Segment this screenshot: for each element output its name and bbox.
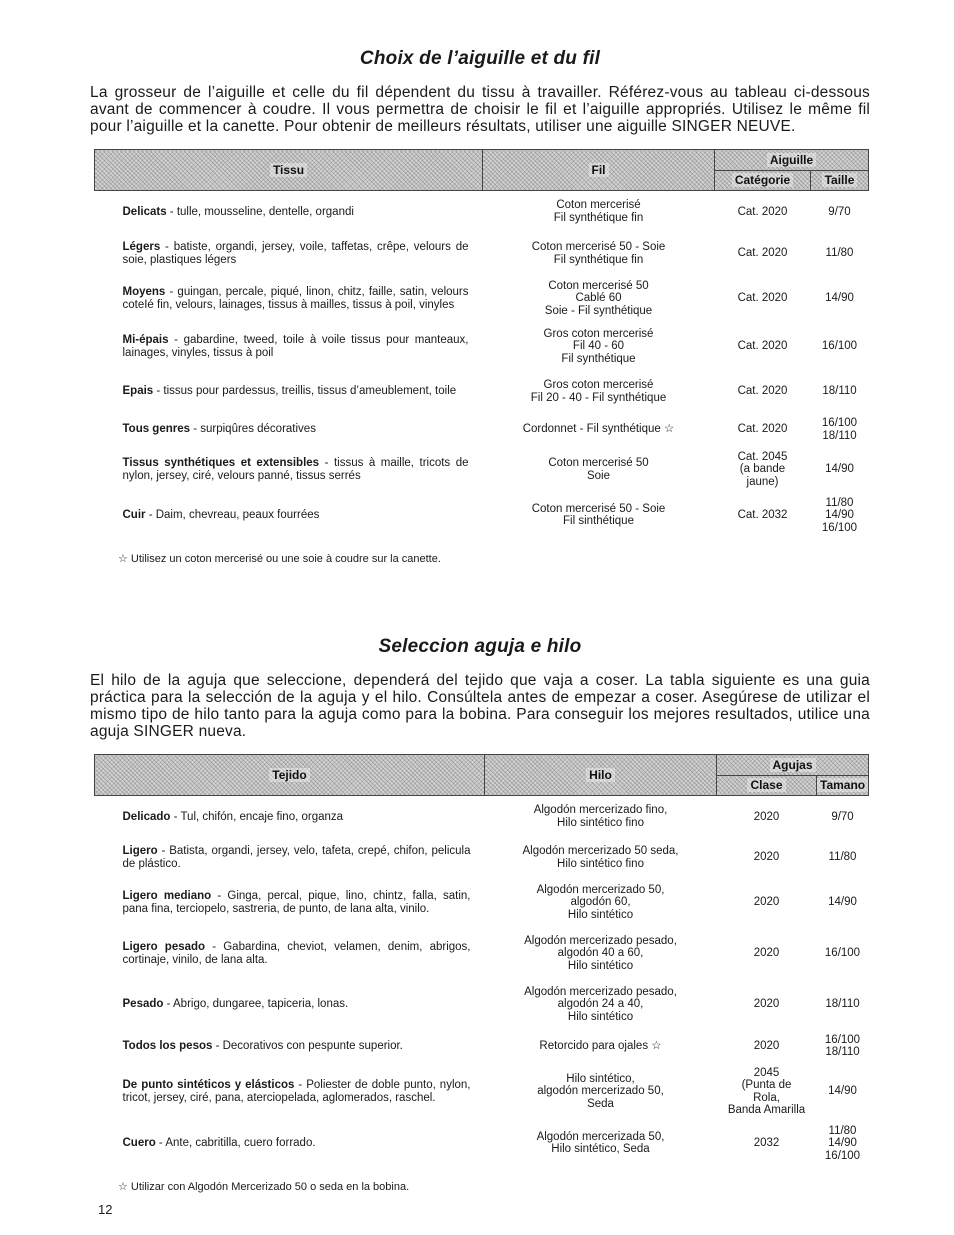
needle-size-cell: 16/100 18/110 bbox=[824, 1033, 861, 1058]
fabric-name: Ligero pesado bbox=[122, 941, 206, 953]
fabric-cell bbox=[95, 275, 483, 323]
thread-cell: Retorcido para ojales ☆ bbox=[539, 1039, 662, 1052]
needle-category-cell: 2020 bbox=[753, 851, 780, 864]
french-footnote: ☆ Utilisez un coton mercerisé ou une soie à coudre sur la canette. bbox=[118, 553, 441, 565]
table-row bbox=[95, 447, 869, 493]
fabric-name: Tous genres bbox=[122, 423, 191, 436]
table-row bbox=[95, 275, 869, 323]
needle-category-cell: 2032 bbox=[753, 1137, 780, 1149]
needle-category-cell: Cat. 2045 (a bande jaune) bbox=[737, 450, 788, 488]
fabric-description: - Abrigo, dungaree, tapiceria, lonas. bbox=[163, 998, 349, 1011]
french-section bbox=[90, 48, 870, 565]
spanish-table-body bbox=[95, 796, 869, 1167]
needle-category-cell: Cat. 2020 bbox=[737, 292, 788, 305]
needle-size-cell: 16/100 bbox=[824, 947, 861, 960]
table-row bbox=[95, 1063, 869, 1121]
needle-category-cell: Cat. 2032 bbox=[737, 509, 788, 521]
fabric-description: - tulle, mousseline, dentelle, organdi bbox=[166, 205, 354, 218]
needle-size-cell: 18/110 bbox=[825, 998, 860, 1011]
french-header-fabric: Tissu bbox=[95, 150, 483, 191]
spanish-header-size: Tamano bbox=[817, 775, 869, 796]
fabric-name: De punto sintéticos y elásticos bbox=[122, 1079, 295, 1091]
needle-category-cell: 2020 bbox=[753, 998, 780, 1011]
needle-category-cell: 2020 bbox=[753, 896, 780, 909]
thread-cell: Gros coton mercerisé Fil 40 - 60 Fil synthétique bbox=[543, 327, 654, 365]
fabric-cell bbox=[95, 980, 485, 1030]
fabric-cell bbox=[95, 1030, 485, 1063]
fabric-cell bbox=[95, 928, 485, 980]
thread-cell: Algodón mercerizado 50, algodón 60, Hilo sintético bbox=[536, 883, 665, 921]
fabric-name: Epais bbox=[122, 385, 154, 398]
thread-cell: Algodón mercerizado pesado, algodón 40 a 60, Hilo sintético bbox=[524, 934, 677, 972]
thread-cell: Coton mercerisé 50 Cablé 60 Soie - Fil synthétique bbox=[544, 279, 653, 317]
fabric-cell bbox=[95, 878, 485, 928]
table-row bbox=[95, 233, 869, 275]
fabric-description: - Ginga, percal, pique, lino, chintz, falla, satin, pana fina, terciopelo, sastreria, de punto, de lana alta, vinilo. bbox=[122, 890, 471, 915]
fabric-name: Mi-épais bbox=[122, 334, 169, 346]
fabric-cell bbox=[95, 233, 483, 275]
table-row bbox=[95, 413, 869, 447]
fabric-description: - Daim, chevreau, peaux fourrées bbox=[145, 509, 320, 521]
fabric-name: Delicats bbox=[122, 205, 167, 218]
needle-size-cell: 9/70 bbox=[831, 810, 854, 823]
fabric-cell bbox=[95, 838, 485, 878]
fabric-description: - Ante, cabritilla, cuero forrado. bbox=[155, 1137, 316, 1149]
french-header-thread: Fil bbox=[483, 150, 715, 191]
fabric-description: - Tul, chifón, encaje fino, organza bbox=[170, 810, 344, 823]
fabric-cell bbox=[95, 323, 483, 371]
thread-cell: Algodón mercerizado 50 seda, Hilo sintético fino bbox=[522, 845, 679, 870]
needle-size-cell: 9/70 bbox=[828, 205, 851, 218]
fabric-name: Delicado bbox=[122, 810, 171, 823]
fabric-description: - tissus pour pardessus, treillis, tissus d’ameublement, toile bbox=[153, 385, 457, 398]
fabric-cell bbox=[95, 796, 485, 838]
fabric-name: Cuir bbox=[122, 509, 146, 521]
needle-size-cell: 11/80 14/90 16/100 bbox=[824, 1124, 861, 1162]
fabric-description: - Batista, organdi, jersey, velo, tafeta, crepé, chifon, pelicula de plástico. bbox=[122, 845, 471, 870]
fabric-description: - batiste, organdi, jersey, voile, taffetas, crêpe, velours de soie, plastiques légers bbox=[122, 241, 469, 266]
needle-category-cell: Cat. 2020 bbox=[737, 340, 788, 353]
fabric-cell bbox=[95, 371, 483, 413]
spanish-section bbox=[90, 636, 870, 1193]
table-row bbox=[95, 493, 869, 539]
thread-cell: Hilo sintético, algodón mercerizado 50, Seda bbox=[537, 1072, 664, 1110]
needle-size-cell: 11/80 14/90 16/100 bbox=[821, 496, 858, 534]
spanish-header-thread: Hilo bbox=[485, 755, 717, 796]
needle-category-cell: 2020 bbox=[753, 810, 780, 823]
fabric-name: Moyens bbox=[122, 286, 166, 298]
thread-cell: Gros coton mercerisé Fil 20 - 40 - Fil synthétique bbox=[530, 379, 667, 404]
fabric-cell bbox=[95, 1063, 485, 1121]
spanish-footnote: ☆ Utilizar con Algodón Mercerizado 50 o seda en la bobina. bbox=[118, 1181, 410, 1193]
thread-cell: Coton mercerisé 50 - Soie Fil sinthétique bbox=[531, 502, 666, 528]
thread-cell: Coton mercerisé 50 Soie bbox=[548, 457, 649, 482]
needle-category-cell: Cat. 2020 bbox=[737, 247, 788, 260]
french-title: Choix de l’aiguille et du fil bbox=[359, 48, 601, 69]
fabric-name: Cuero bbox=[122, 1137, 156, 1149]
fabric-name: Pesado bbox=[122, 998, 164, 1011]
french-table bbox=[94, 149, 869, 538]
needle-size-cell: 18/110 bbox=[822, 385, 857, 398]
french-header-size: Taille bbox=[811, 170, 869, 191]
needle-size-cell: 14/90 bbox=[828, 1085, 857, 1098]
needle-size-cell: 14/90 bbox=[825, 463, 854, 476]
table-row bbox=[95, 371, 869, 413]
needle-category-cell: Cat. 2020 bbox=[737, 423, 788, 436]
table-row bbox=[95, 980, 869, 1030]
needle-category-cell: Cat. 2020 bbox=[737, 385, 788, 398]
spanish-header-category: Clase bbox=[717, 775, 817, 796]
table-row bbox=[95, 323, 869, 371]
fabric-description: - Decorativos con pespunte superior. bbox=[212, 1039, 403, 1052]
needle-category-cell: 2020 bbox=[753, 1039, 780, 1052]
page-number: 12 bbox=[98, 1202, 113, 1217]
fabric-cell bbox=[95, 413, 483, 447]
fabric-description: - guingan, percale, piqué, linon, chitz, faille, satin, velours coteIé fin, velours, lainages, tissus à mailles, tissus à poil, vinyles bbox=[122, 286, 469, 311]
thread-cell: Coton mercerisé Fil synthétique fin bbox=[553, 199, 644, 224]
french-header-category: Catégorie bbox=[715, 170, 811, 191]
needle-size-cell: 16/100 18/110 bbox=[821, 417, 858, 442]
fabric-name: Tissus synthétiques et extensibles bbox=[122, 457, 320, 469]
french-table-body bbox=[95, 191, 869, 539]
needle-size-cell: 11/80 bbox=[828, 851, 857, 864]
table-row bbox=[95, 878, 869, 928]
fabric-description: - Gabardina, cheviot, velamen, denim, abrigos, cortinaje, vinilo, de lana alta. bbox=[122, 941, 471, 966]
french-header-needle: Aiguille bbox=[715, 150, 869, 171]
thread-cell: Algodón mercerizado pesado, algodón 24 a 40, Hilo sintético bbox=[524, 985, 677, 1023]
spanish-header-needle: Agujas bbox=[717, 755, 869, 776]
fabric-cell bbox=[95, 1121, 485, 1167]
needle-category-cell: Cat. 2020 bbox=[737, 205, 788, 218]
thread-cell: Algodón mercerizado fino, Hilo sintético fino bbox=[533, 804, 668, 829]
fabric-name: Ligero bbox=[122, 845, 158, 857]
needle-size-cell: 14/90 bbox=[825, 292, 854, 305]
french-intro: La grosseur de l’aiguille et celle du fil dépendent du tissu à travailler. Référez-vous au tableau ci-dessous avant de commencer à coudre. Il vous permettra de choisir le fil et l’aiguille appropriés. Utilisez le même fil pour l’aiguille et la canette. Pour obtenir de meilleurs résultats, utiliser une aiguille SINGER NEUVE. bbox=[90, 84, 870, 135]
fabric-description: - Poliester de doble punto, nylon, tricot, jersey, ciré, pana, aterciopelada, aglomerados, raschel. bbox=[122, 1079, 471, 1104]
needle-category-cell: 2045 (Punta de Rola, Banda Amarilla bbox=[727, 1066, 806, 1116]
fabric-name: Ligero mediano bbox=[122, 890, 212, 902]
thread-cell: Cordonnet - Fil synthétique ☆ bbox=[522, 423, 675, 436]
needle-size-cell: 11/80 bbox=[825, 247, 854, 260]
spanish-table bbox=[94, 754, 869, 1166]
spanish-intro: El hilo de la aguja que seleccione, dependerá del tejido que vaja a coser. La tabla siguiente es una guia práctica para la selección de la aguja y el hilo. Consúltela antes de empezar a coser. Asegúrese de utilizar el mismo tipo de hilo tanto para la aguja como para la bobina. Para conseguir los mejores resultados, utilice una aguja SINGER nueva. bbox=[90, 672, 870, 740]
thread-cell: Coton mercerisé 50 - Soie Fil synthétique fin bbox=[531, 241, 666, 266]
table-row bbox=[95, 838, 869, 878]
thread-cell: Algodón mercerizada 50, Hilo sintético, Seda bbox=[536, 1130, 665, 1156]
fabric-name: Todos los pesos bbox=[122, 1039, 213, 1052]
table-row bbox=[95, 191, 869, 233]
fabric-description: - tissus à maille, tricots de nylon, jersey, ciré, velours panné, tissus serrés bbox=[122, 457, 469, 482]
fabric-cell bbox=[95, 191, 483, 233]
table-row bbox=[95, 796, 869, 838]
spanish-title: Seleccion aguja e hilo bbox=[378, 636, 582, 657]
table-row bbox=[95, 928, 869, 980]
fabric-name: Légers bbox=[122, 241, 161, 253]
needle-size-cell: 16/100 bbox=[821, 340, 858, 353]
fabric-description: - surpiqûres décoratives bbox=[190, 423, 316, 436]
fabric-cell bbox=[95, 447, 483, 493]
needle-category-cell: 2020 bbox=[753, 947, 780, 960]
fabric-cell bbox=[95, 493, 483, 539]
spanish-header-fabric: Tejido bbox=[95, 755, 485, 796]
table-row bbox=[95, 1121, 869, 1167]
table-row bbox=[95, 1030, 869, 1063]
needle-size-cell: 14/90 bbox=[828, 896, 857, 909]
fabric-description: - gabardine, tweed, toile à voile tissus pour manteaux, lainages, vinyles, tissus à poil bbox=[122, 334, 469, 359]
